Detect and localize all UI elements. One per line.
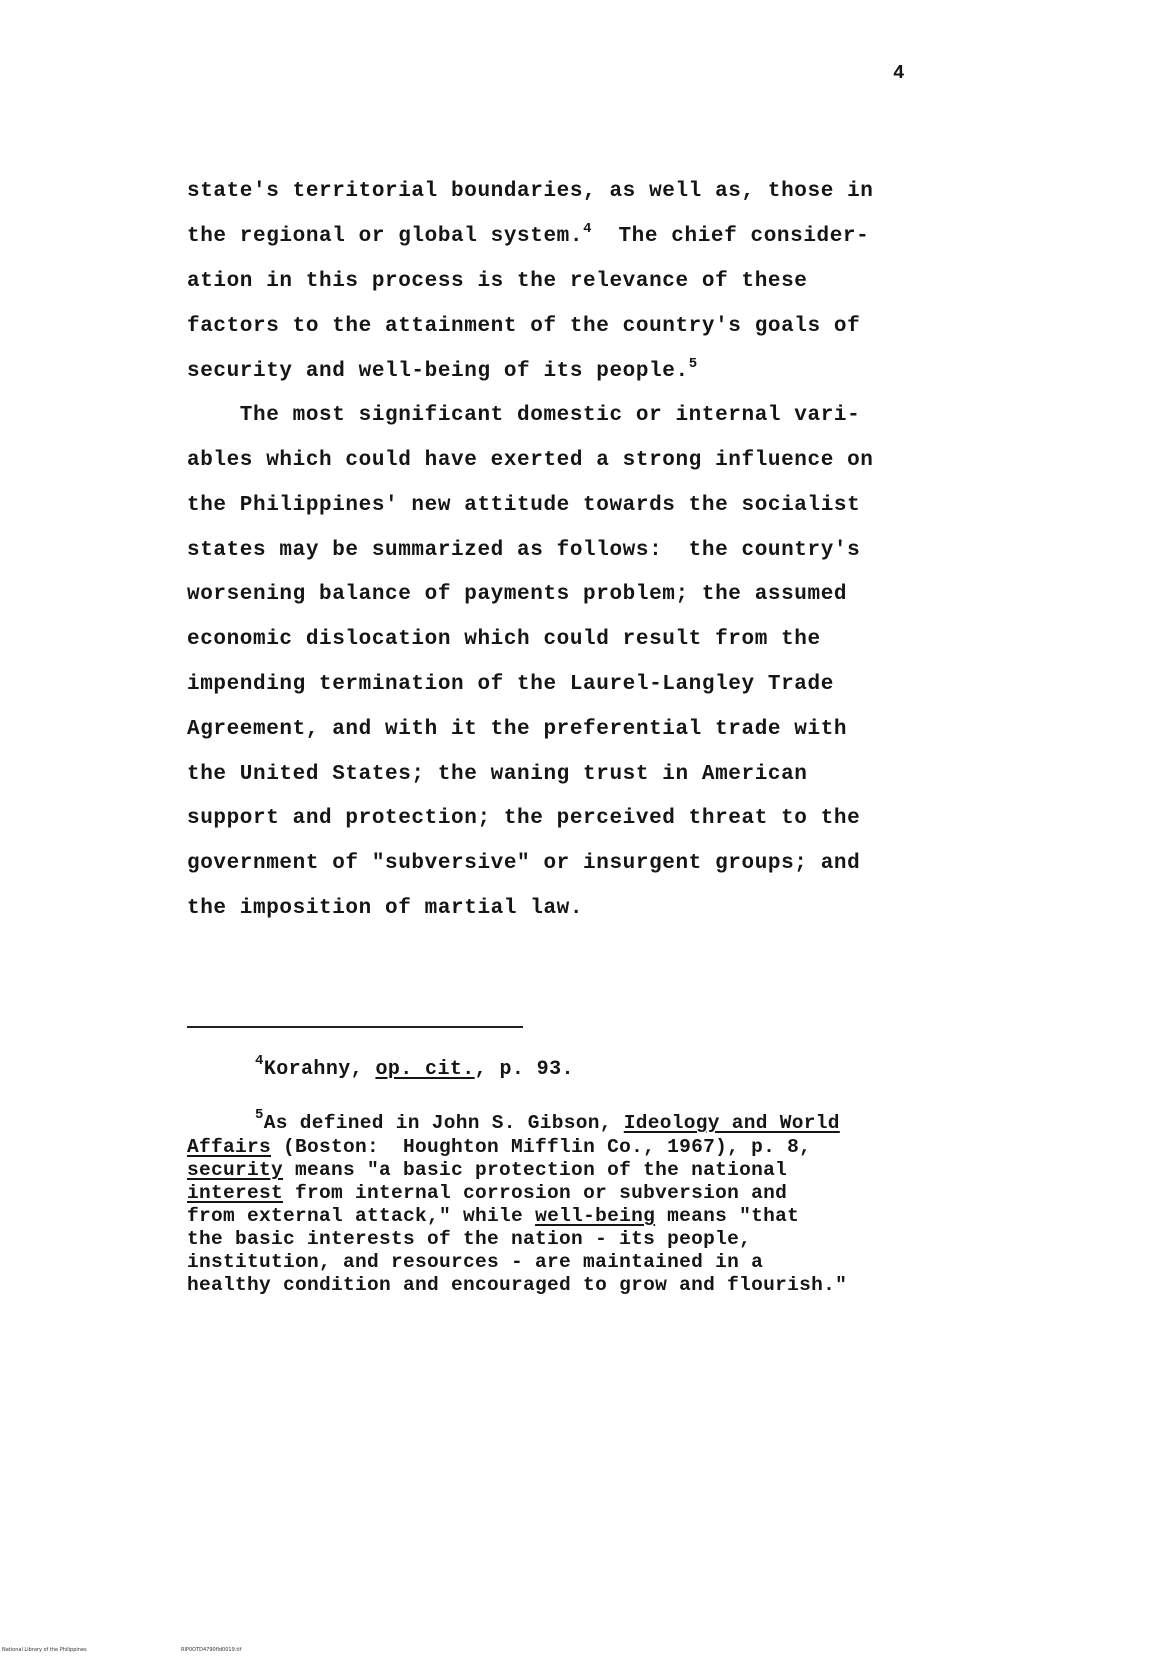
term: well-being [535, 1205, 656, 1227]
footnote-text: from internal corrosion or subversion and [283, 1182, 788, 1204]
text-line: the United States; the waning trust in American [187, 763, 808, 786]
footnote-ref: 5 [688, 356, 698, 372]
footnote-citation: op. cit. [375, 1058, 475, 1081]
footnote-ref: 4 [583, 221, 593, 237]
footnote-line [187, 1159, 787, 1181]
footnote-line [187, 1205, 799, 1227]
term: security [187, 1159, 284, 1181]
page-number: 4 [893, 62, 905, 84]
text-line: ation in this process is the relevance of these [187, 270, 808, 293]
footnote-marker: 4 [255, 1053, 264, 1069]
footnote-line [255, 1107, 840, 1134]
text-fragment: the regional or global system. [187, 225, 584, 248]
text-line: states may be summarized as follows: the country's [187, 539, 861, 562]
text-line: ables which could have exerted a strong influence on [187, 449, 874, 472]
footnote-line: the basic interests of the nation - its people, [187, 1228, 752, 1250]
book-title: Affairs [187, 1136, 272, 1158]
text-line [187, 221, 870, 249]
footnote-text: means "a basic protection of the national [283, 1159, 788, 1181]
text-line [187, 356, 698, 384]
footnote-text: As defined in John S. Gibson, [263, 1112, 624, 1134]
scan-file-id: RIP0OTD4790fld0019.tif [181, 1647, 242, 1653]
footnote-marker: 5 [255, 1107, 264, 1123]
text-line: worsening balance of payments problem; the assumed [187, 583, 848, 606]
footnote-line [187, 1136, 811, 1158]
text-line: the Philippines' new attitude towards the socialist [187, 494, 861, 517]
text-line: government of "subversive" or insurgent groups; and [187, 852, 861, 875]
footnote-text: means "that [655, 1205, 800, 1227]
text-line: state's territorial boundaries, as well as, those in [187, 180, 874, 203]
footnote-text: , p. 93. [474, 1058, 574, 1081]
text-line: Agreement, and with it the preferential trade with [187, 718, 848, 741]
text-fragment: security and well-being of its people. [187, 360, 689, 383]
footnote-4 [255, 1053, 574, 1081]
term: interest [187, 1182, 284, 1204]
footnote-line: healthy condition and encouraged to grow and flourish." [187, 1274, 848, 1296]
footnote-separator [187, 1026, 523, 1028]
footnote-line [187, 1182, 787, 1204]
footnote-text: Korahny, [263, 1058, 376, 1081]
text-line: economic dislocation which could result from the [187, 628, 821, 651]
footnote-text: from external attack," while [187, 1205, 536, 1227]
text-line: The most significant domestic or internal vari- [187, 404, 861, 427]
footnote-line: institution, and resources - are maintained in a [187, 1251, 764, 1273]
library-credit: National Library of the Philippines [2, 1647, 87, 1653]
text-fragment: The chief consider- [618, 225, 870, 248]
footnote-text: (Boston: Houghton Mifflin Co., 1967), p. 8, [271, 1136, 812, 1158]
text-line: support and protection; the perceived threat to the [187, 807, 861, 830]
text-line: the imposition of martial law. [187, 897, 584, 920]
text-line: factors to the attainment of the country's goals of [187, 315, 861, 338]
book-title: Ideology and World [623, 1112, 840, 1134]
text-line: impending termination of the Laurel-Langley Trade [187, 673, 834, 696]
